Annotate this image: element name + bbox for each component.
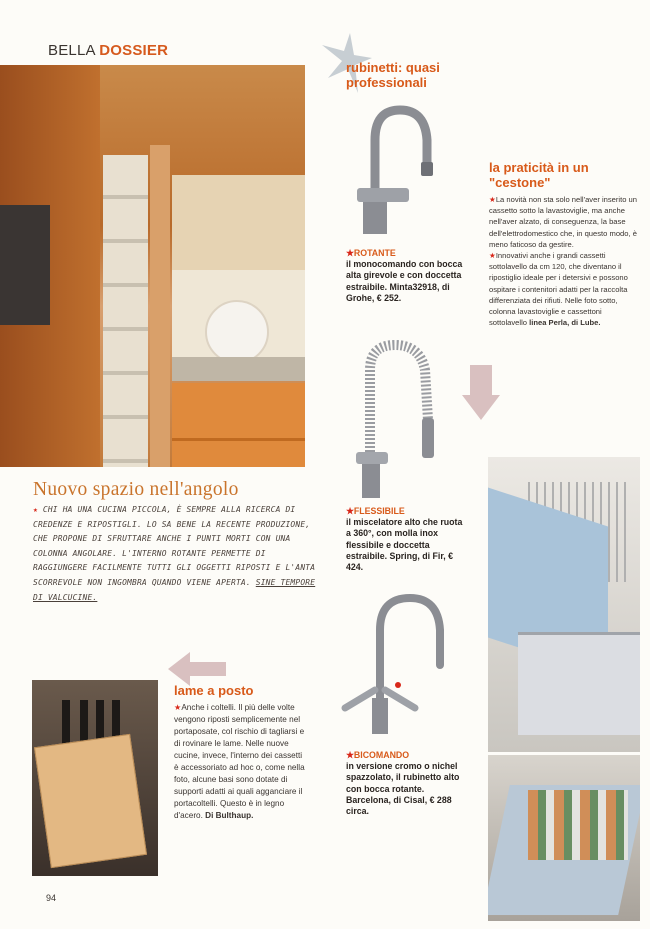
- detergent-bottles: [528, 790, 628, 860]
- wall-shelf: [172, 175, 305, 270]
- lame-title: lame a posto: [174, 683, 254, 698]
- star-icon: ★: [489, 251, 496, 261]
- caption-label: ROTANTE: [353, 248, 396, 258]
- lame-credit: Di Bulthaup.: [205, 811, 254, 820]
- orange-drawers: [172, 383, 305, 467]
- caption-label: BICOMANDO: [353, 750, 410, 760]
- cestone-credit: linea Perla, di Lube.: [529, 318, 601, 328]
- dishwasher-photo: [488, 457, 640, 752]
- star-icon: ★: [174, 703, 182, 712]
- flessibile-faucet-image: [340, 340, 440, 500]
- rotating-column: [103, 155, 148, 467]
- star-icon: ★: [346, 506, 354, 516]
- nuovo-text: CHI HA UNA CUCINA PICCOLA, È SEMPRE ALLA RICERCA DI CREDENZE E RIPOSTIGLI. LO SA BENE LA RECENTE PRODUZIONE, CHE PROPONE DI SFRUTTARE ANCHE I PUNTI MORTI CON UNA COLONNA ANGOLARE. L'INTERNO ROTANTE PERMETTE DI RAGGIUNGERE FACILMENTE TUTTI GLI OGGETTI RIPOSTI E L'ANTA SCORREVOLE NON INGOMBRA QUANDO VIENE APERTA.: [33, 505, 316, 587]
- nuovo-credit: SINE TEMPORE DI VALCUCINE.: [33, 577, 316, 602]
- arrow-left-icon: [168, 652, 226, 686]
- decor-plate: [205, 300, 269, 364]
- wooden-knife-block: [34, 734, 147, 868]
- header-bella: BELLA: [48, 42, 95, 59]
- corner-kitchen-photo: [0, 65, 305, 467]
- under-sink-drawer-photo: [488, 755, 640, 921]
- cestone-title: la praticità in un "cestone": [489, 160, 589, 190]
- caption-flessibile: [346, 506, 466, 573]
- sliding-door: [150, 145, 170, 467]
- header-dossier: DOSSIER: [99, 42, 169, 59]
- knife-block-photo: [32, 680, 158, 876]
- bicomando-faucet-image: [340, 590, 450, 740]
- caption-text: il miscelatore alto che ruota a 360°, con molla inox flessibile e doccetta estraibile. Spring, di Fir, € 424.: [346, 517, 463, 573]
- caption-label: FLESSIBILE: [353, 506, 405, 516]
- cestone-body: [489, 194, 641, 328]
- faucets-title: rubinetti: quasi professionali: [346, 60, 440, 90]
- star-icon: ★: [346, 750, 354, 760]
- rotante-faucet-image: [345, 100, 445, 240]
- star-icon: ★: [489, 195, 496, 204]
- under-drawer: [518, 632, 640, 735]
- section-header: [48, 42, 168, 59]
- star-icon: ★: [346, 248, 354, 258]
- cestone-paragraph-1: La novità non sta solo nell'aver inserito un cassetto sotto la lavastoviglie, ma anche nell'aver alzato, di conseguenza, la base dell'elettrodomestico che, in questo modo, è meno faticoso da gestire.: [489, 195, 637, 249]
- lame-text: Anche i coltelli. Il più delle volte vengono riposti semplicemente nel portaposate, col rischio di tagliarsi e di rovinare le lame. Nelle nuove cucine, invece, l'interno dei cassetti è accessoriato ad hoc o, come nella foto, alcune basi sono dotate di supporti adatti ai quali agganciare il portacoltelli. Questo è in legno d'acero.: [174, 703, 305, 820]
- nuovo-body: [33, 503, 318, 605]
- countertop: [172, 357, 305, 381]
- caption-bicomando: [346, 750, 466, 817]
- lame-body: [174, 702, 308, 822]
- nuovo-title: Nuovo spazio nell'angolo: [33, 479, 239, 500]
- arrow-down-icon: [462, 365, 500, 420]
- caption-rotante: [346, 248, 466, 304]
- cestone-paragraph-2: Innovativi anche i grandi cassetti sottolavello da cm 120, che diventano il ripostiglio ideale per i detersivi e possono ospitare i contenitori adatti per la raccolta differenziata dei rifiuti. Nelle foto sotto, colonna lavastoviglie e cassettoni sottolavello: [489, 251, 628, 328]
- oven: [0, 205, 50, 325]
- star-icon: ★: [33, 505, 38, 514]
- caption-text: il monocomando con bocca alta girevole e con doccetta estraibile. Minta32918, di Grohe, € 252.: [346, 259, 463, 303]
- page-number: 94: [46, 893, 57, 903]
- caption-text: in versione cromo o nichel spazzolato, il rubinetto alto con bocca rotante. Barcelona, di Cisal, € 288 circa.: [346, 761, 460, 817]
